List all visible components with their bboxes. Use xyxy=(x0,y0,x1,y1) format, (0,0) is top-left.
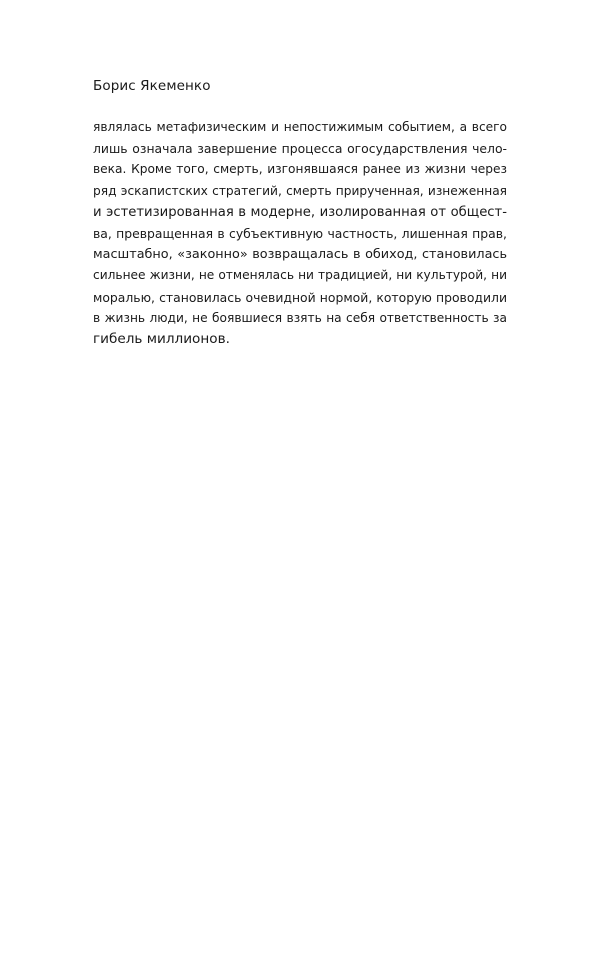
text-line: ряд эскапистских стратегий, смерть прирученная, изнеженная xyxy=(93,183,507,198)
text-line: масштабно, «законно» возвращалась в обиход, становилась xyxy=(93,247,507,263)
text-line: века. Кроме того, смерть, изгонявшаяся ранее из жизни через xyxy=(93,162,507,177)
text-line: и эстетизированная в модерне, изолированная от общест- xyxy=(93,204,507,220)
text-line: в жизнь люди, не боявшиеся взять на себя ответственность за xyxy=(93,310,507,325)
running-header-author: Борис Якеменко xyxy=(93,78,211,94)
text-line: сильнее жизни, не отменялась ни традицией, ни культурой, ни xyxy=(93,268,507,283)
text-line: моралью, становилась очевидной нормой, которую проводили xyxy=(93,289,507,305)
text-line: гибель миллионов. xyxy=(93,330,230,347)
body-text xyxy=(93,117,507,350)
text-line: являлась метафизическим и непостижимым событием, а всего xyxy=(93,120,507,134)
text-line: лишь означала завершение процесса огосударствления чело- xyxy=(93,141,507,157)
text-line: ва, превращенная в субъективную частность, лишенная прав, xyxy=(93,225,507,241)
